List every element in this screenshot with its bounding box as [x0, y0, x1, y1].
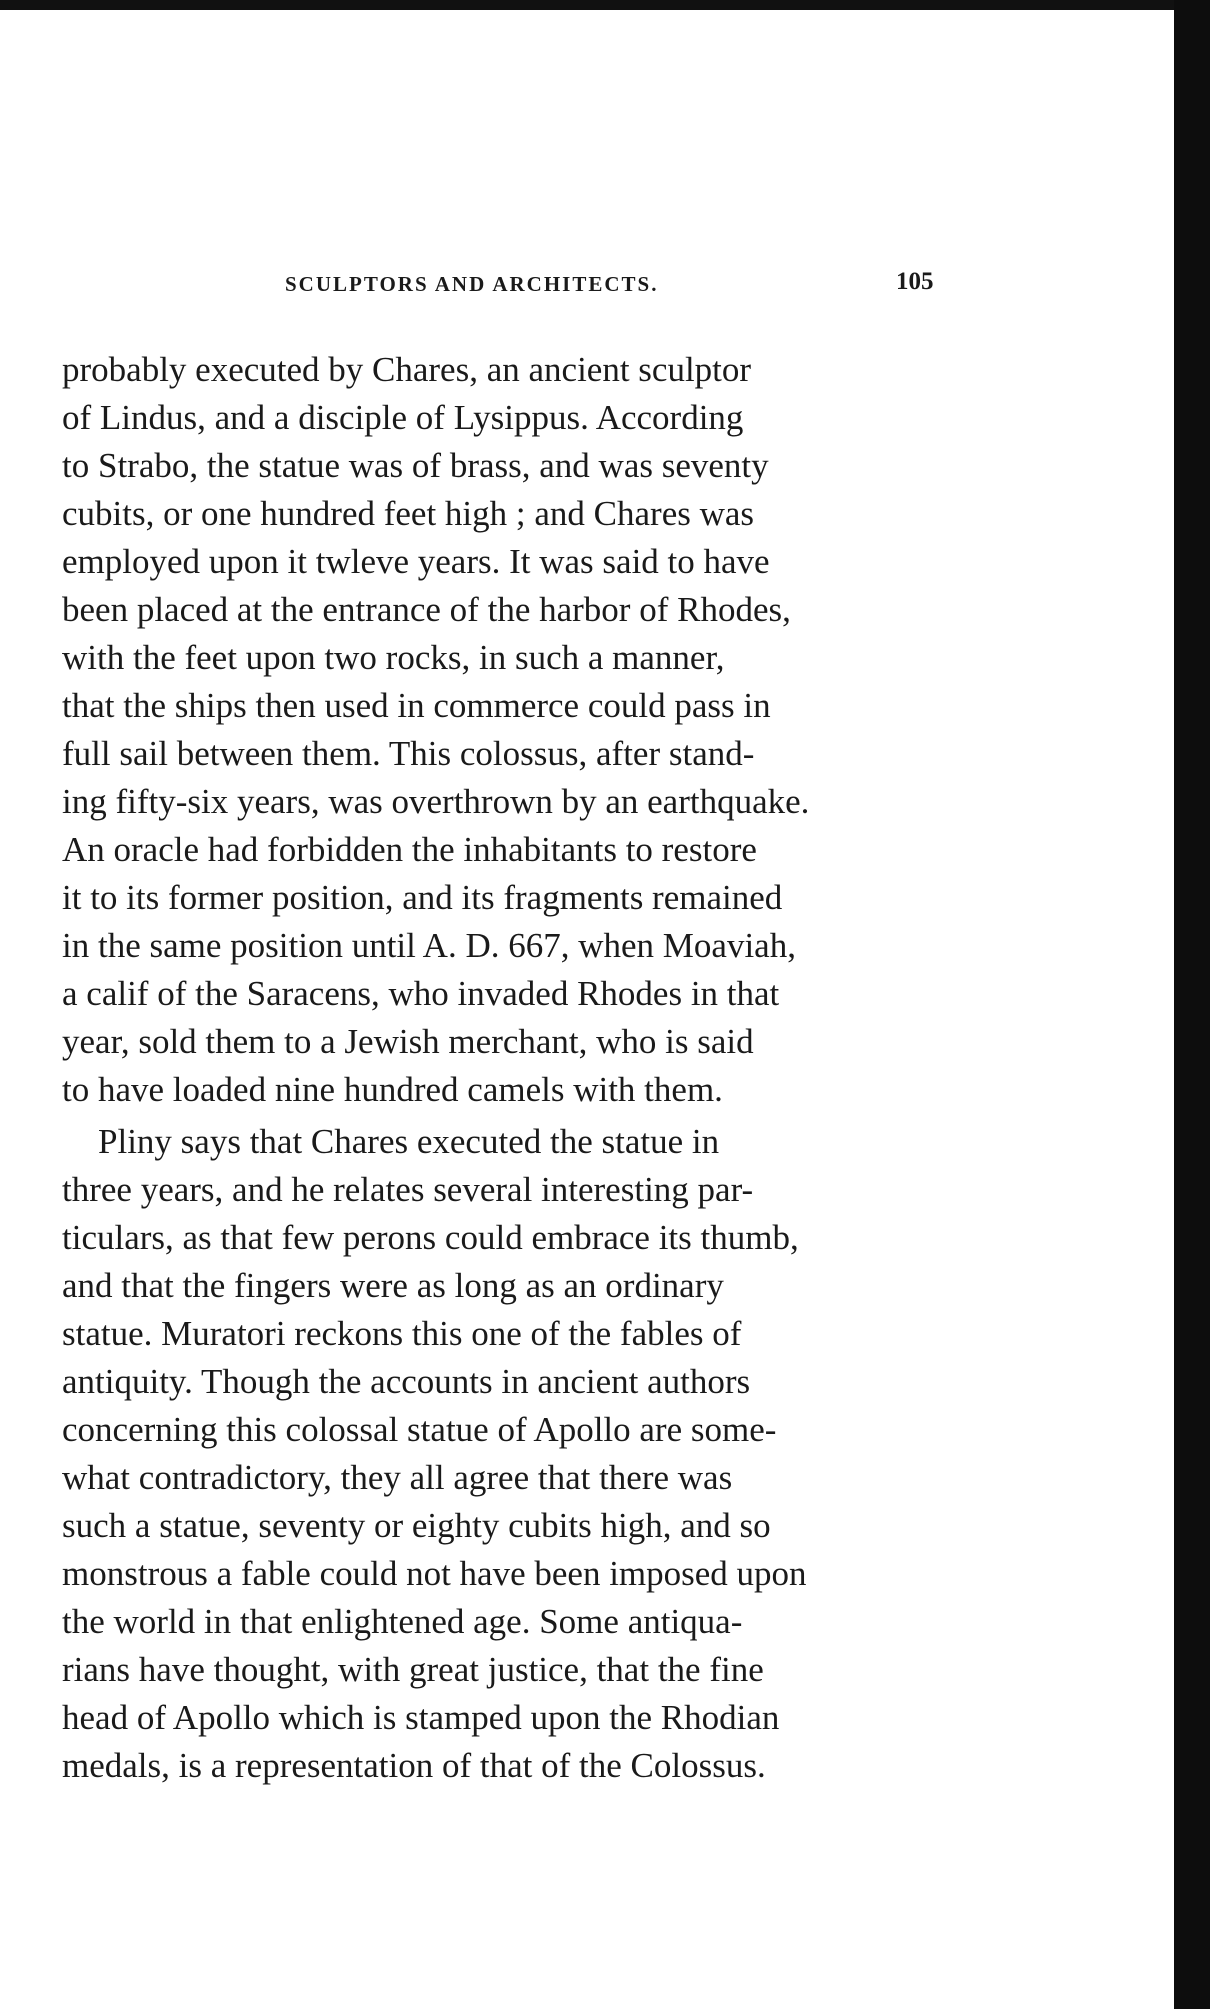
paragraph-2	[62, 1118, 952, 1790]
paragraph-1	[62, 346, 952, 1114]
text-line: head of Apollo which is stamped upon the Rhodian	[62, 1698, 780, 1737]
book-page	[0, 10, 1174, 2009]
text-line: year, sold them to a Jewish merchant, who is said	[62, 1022, 754, 1061]
text-line: medals, is a representation of that of the Colossus.	[62, 1746, 766, 1785]
text-line: been placed at the entrance of the harbor of Rhodes,	[62, 590, 791, 629]
text-line: probably executed by Chares, an ancient sculptor	[62, 350, 752, 389]
text-line: the world in that enlightened age. Some antiqua-	[62, 1602, 743, 1641]
text-line: with the feet upon two rocks, in such a manner,	[62, 638, 725, 677]
text-line: a calif of the Saracens, who invaded Rhodes in that	[62, 974, 780, 1013]
text-line: it to its former position, and its fragments remained	[62, 878, 783, 917]
scan-top-border	[0, 0, 1210, 10]
text-line: employed upon it twleve years. It was said to have	[62, 542, 770, 581]
text-line: three years, and he relates several interesting par-	[62, 1170, 754, 1209]
text-line: An oracle had forbidden the inhabitants to restore	[62, 830, 757, 869]
text-line: concerning this colossal statue of Apollo are some-	[62, 1410, 777, 1449]
text-line: monstrous a fable could not have been imposed upon	[62, 1554, 807, 1593]
text-line: full sail between them. This colossus, after stand-	[62, 734, 755, 773]
scan-right-border	[1174, 0, 1210, 2009]
text-line: such a statue, seventy or eighty cubits high, and so	[62, 1506, 771, 1545]
text-line: of Lindus, and a disciple of Lysippus. According	[62, 398, 744, 437]
body-text	[62, 346, 952, 1790]
text-line: ticulars, as that few perons could embrace its thumb,	[62, 1218, 799, 1257]
page-number: 105	[896, 268, 934, 295]
text-line: what contradictory, they all agree that there was	[62, 1458, 733, 1497]
text-line: to Strabo, the statue was of brass, and was seventy	[62, 446, 769, 485]
text-line: antiquity. Though the accounts in ancient authors	[62, 1362, 751, 1401]
running-title: SCULPTORS AND ARCHITECTS.	[285, 272, 659, 296]
text-line: in the same position until A. D. 667, when Moaviah,	[62, 926, 796, 965]
text-line: Pliny says that Chares executed the statue in	[98, 1122, 720, 1161]
text-line: and that the fingers were as long as an ordinary	[62, 1266, 724, 1305]
text-line: to have loaded nine hundred camels with them.	[62, 1070, 723, 1109]
text-line: rians have thought, with great justice, that the fine	[62, 1650, 764, 1689]
text-line: that the ships then used in commerce could pass in	[62, 686, 771, 725]
text-line: cubits, or one hundred feet high ; and Chares was	[62, 494, 755, 533]
text-line: statue. Muratori reckons this one of the fables of	[62, 1314, 742, 1353]
text-line: ing fifty-six years, was overthrown by an earthquake.	[62, 782, 810, 821]
